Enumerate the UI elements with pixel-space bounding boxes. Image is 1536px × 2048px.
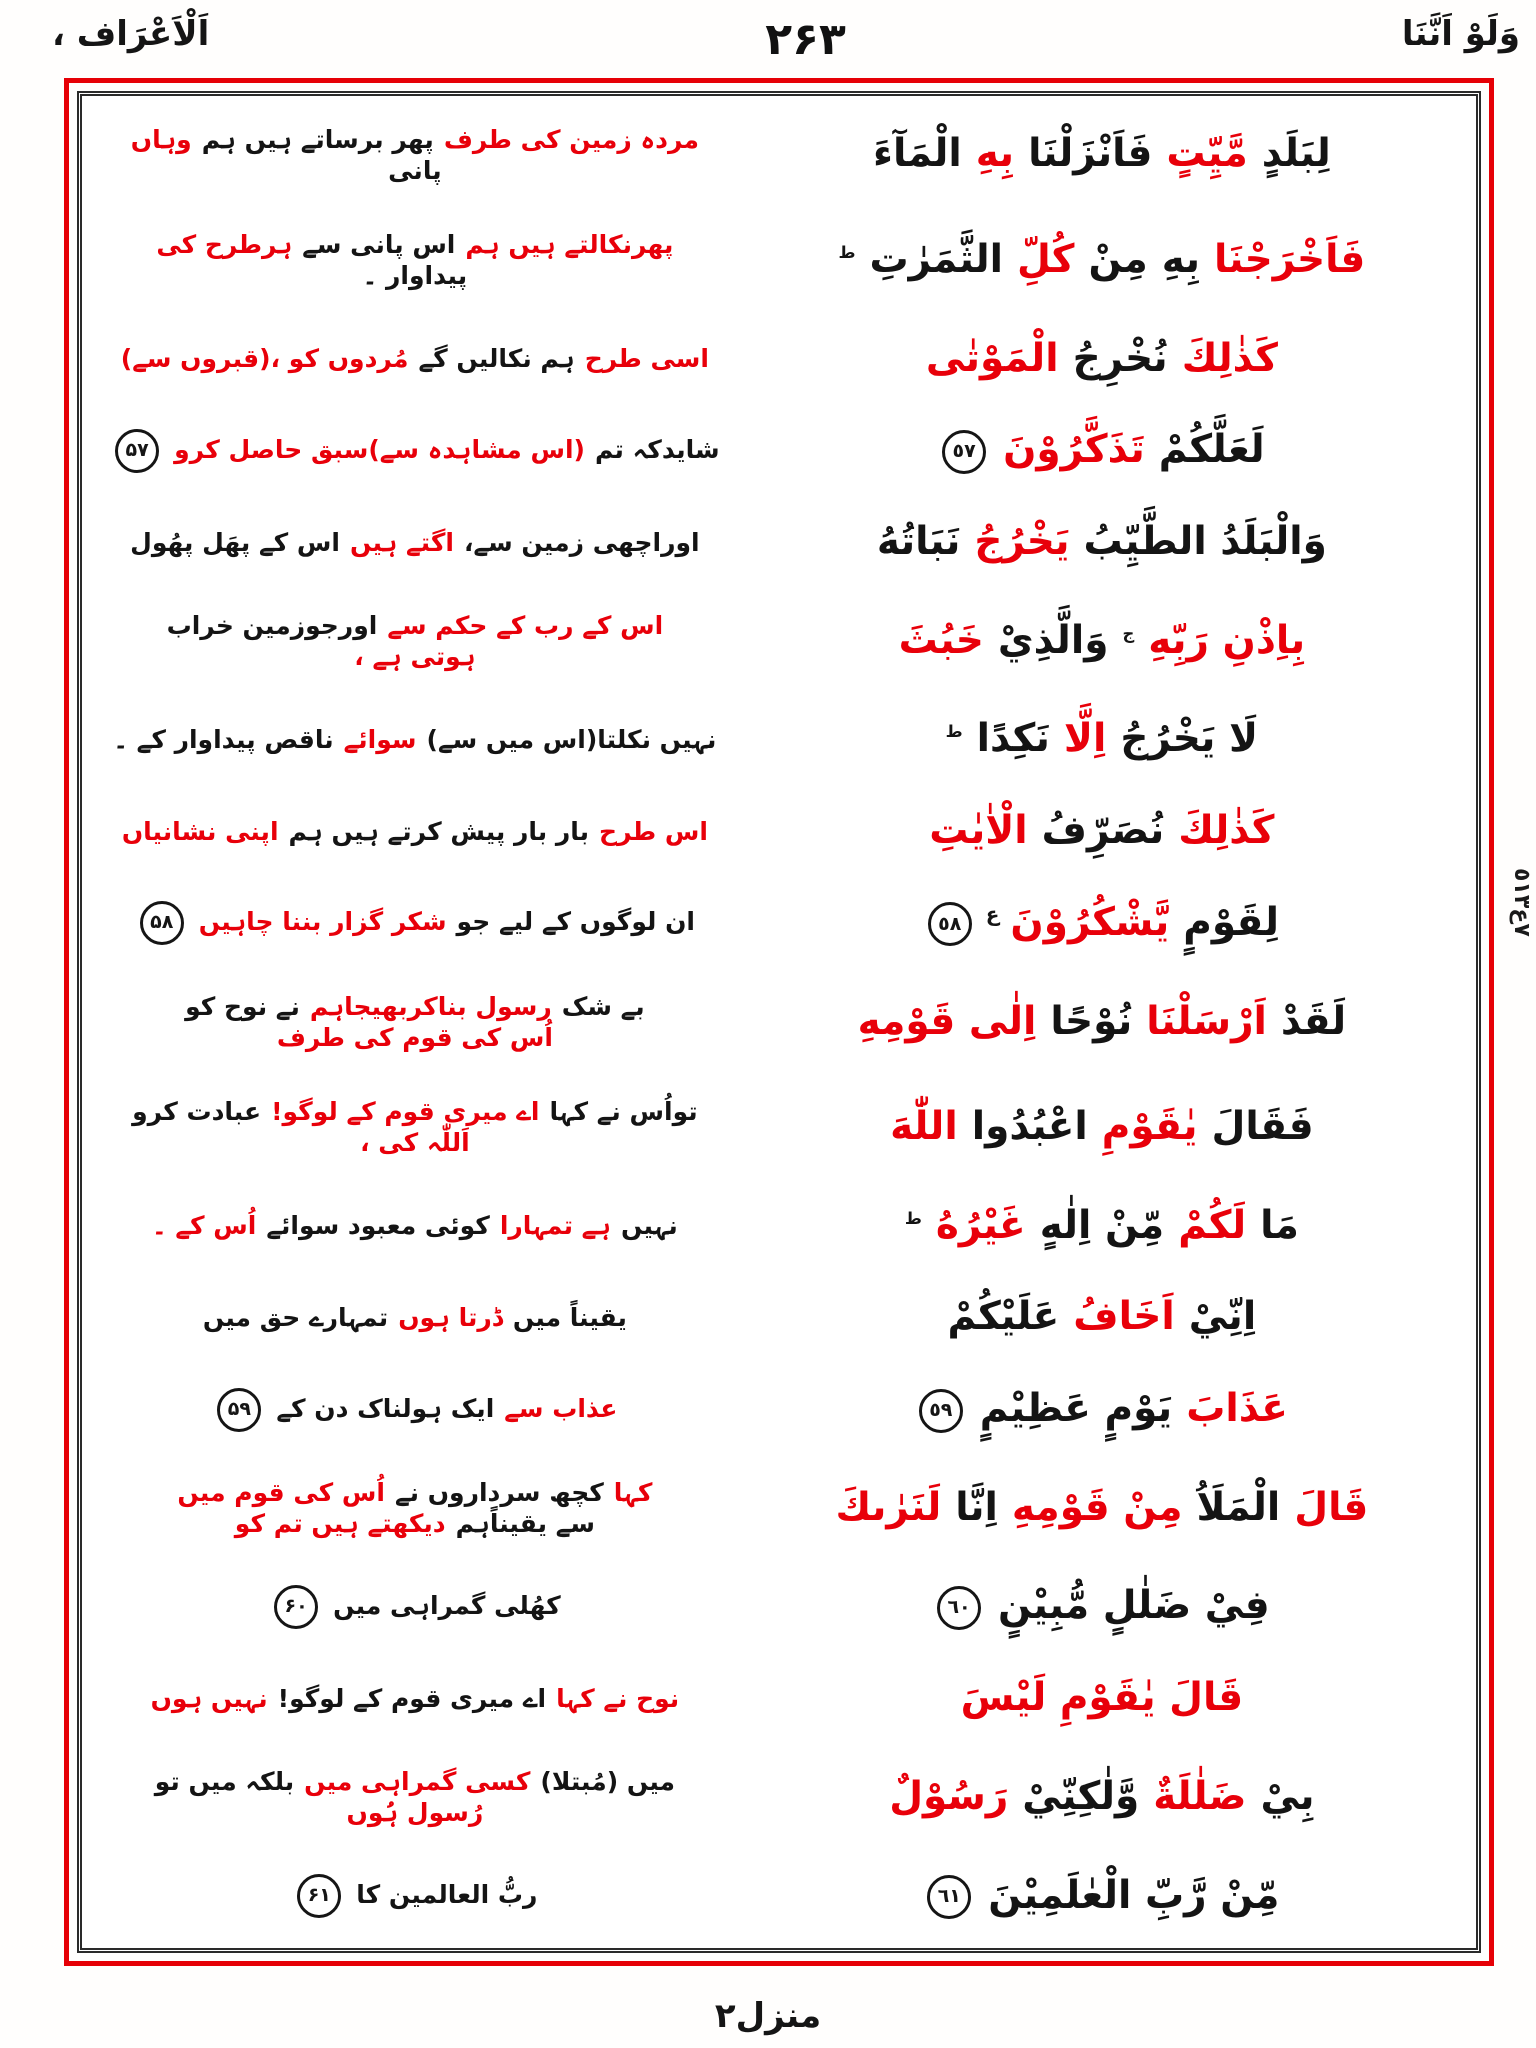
arabic-word-segment: لَقَدْ	[1280, 998, 1347, 1044]
arabic-word-segment: ط	[945, 722, 963, 742]
urdu-word-segment: اے میری قوم کے لوگو!	[271, 1097, 540, 1127]
urdu-word-segment: مردہ زمین کی طرف	[443, 124, 699, 154]
arabic-word-segment: الْمَوْتٰى	[925, 335, 1059, 381]
urdu-word-segment: (اس مشاہدہ سے)سبق حاصل کرو	[174, 434, 585, 464]
urdu-text-line-11	[92, 1096, 738, 1159]
urdu-word-segment: تمہارے حق میں	[202, 1303, 389, 1333]
arabic-word-segment: مِنْ	[1088, 236, 1148, 282]
arabic-text-line-5	[738, 518, 1466, 567]
urdu-word-segment: اوراچھی زمین سے،	[464, 527, 700, 557]
urdu-word-segment: پیداوار ۔	[362, 261, 468, 291]
urdu-text-line-12	[92, 1210, 738, 1241]
arabic-word-segment: لِبَلَدٍ	[1261, 131, 1331, 177]
arabic-word-segment: اِلٰى قَوْمِهِ	[857, 998, 1037, 1044]
urdu-word-segment: رُسول ہُوں	[346, 1798, 484, 1828]
urdu-text-line-16	[92, 1585, 738, 1629]
urdu-word-segment: اورجوزمین خراب	[166, 610, 378, 640]
urdu-word-segment: اُس کے ۔	[152, 1211, 257, 1241]
arabic-text-line-18	[738, 1773, 1466, 1822]
arabic-word-segment: عَلَيْكُمْ	[947, 1294, 1060, 1340]
verse-row-16	[92, 1582, 1466, 1631]
urdu-word-segment: عذاب سے	[504, 1393, 618, 1423]
urdu-word-segment: اُس کی قوم کی طرف	[276, 1022, 553, 1052]
arabic-word-segment: غَيْرُهُ	[935, 1202, 1026, 1248]
arabic-text-line-12	[738, 1202, 1466, 1251]
verse-number-circle: ٦١	[927, 1875, 971, 1919]
arabic-text-line-8	[738, 807, 1466, 856]
arabic-word-segment: مِنْ قَوْمِهِ	[1011, 1484, 1183, 1530]
arabic-word-segment: وَّلٰكِنِّيْ	[1022, 1773, 1140, 1819]
arabic-word-segment: لَعَلَّكُمْ	[1158, 427, 1265, 473]
arabic-word-segment: بِهِ	[975, 131, 1015, 177]
surah-name: اَلْاَعْرَاف ،	[52, 14, 210, 54]
verse-number-circle: ٥٧	[942, 430, 986, 474]
arabic-text-line-6	[738, 617, 1466, 666]
urdu-word-segment: کہا	[613, 1477, 653, 1507]
arabic-word-segment: يَّشْكُرُوْنَ	[1010, 899, 1170, 945]
page-header	[52, 14, 1520, 65]
verse-row-17	[92, 1674, 1466, 1723]
arabic-word-segment: لِقَوْمٍ	[1183, 899, 1279, 945]
arabic-text-line-7	[738, 715, 1466, 764]
verse-rows	[92, 102, 1466, 1942]
urdu-word-segment: نے نوح کو	[185, 991, 300, 1021]
urdu-text-line-5	[92, 527, 738, 558]
manzil-label: منزل۲	[714, 1996, 822, 2036]
urdu-text-line-4	[92, 429, 738, 473]
arabic-text-line-16	[738, 1582, 1466, 1631]
arabic-word-segment: كَذٰلِكَ	[1181, 335, 1278, 381]
urdu-word-segment: ایک ہولناک دن کے	[276, 1393, 495, 1423]
outer-red-border	[64, 78, 1494, 1966]
urdu-word-segment: اگتے ہیں	[349, 527, 454, 557]
arabic-word-segment: بِيْ	[1260, 1773, 1315, 1819]
urdu-word-segment: ہرطرح کی	[156, 230, 293, 260]
urdu-word-segment: پانی	[388, 155, 442, 185]
urdu-word-segment: اُس کی قوم میں	[177, 1477, 385, 1507]
arabic-word-segment: وَالْبَلَدُ الطَّيِّبُ	[1083, 519, 1327, 565]
arabic-word-segment: نَكِدًا	[976, 716, 1050, 762]
arabic-word-segment: ط	[904, 1208, 922, 1228]
arabic-word-segment: عَذَابَ	[1186, 1386, 1288, 1432]
urdu-word-segment: تواُس نے کہا	[549, 1097, 698, 1127]
urdu-text-line-8	[92, 816, 738, 847]
arabic-word-segment: ط	[838, 242, 856, 262]
arabic-word-segment: نُخْرِجُ	[1072, 335, 1168, 381]
urdu-word-segment: دیکھتے ہیں تم کو	[234, 1509, 446, 1539]
arabic-word-segment: فَاَنْزَلْنَا	[1028, 131, 1153, 177]
verse-row-10	[92, 991, 1466, 1054]
urdu-text-line-19	[92, 1874, 738, 1918]
urdu-word-segment: اے میری قوم کے لوگو!	[277, 1684, 547, 1713]
arabic-word-segment: ج	[1122, 623, 1135, 643]
arabic-word-segment: ضَلٰلَةٌ	[1153, 1773, 1247, 1819]
verse-row-4	[92, 426, 1466, 475]
arabic-word-segment: مِّنْ اِلٰهٍ	[1039, 1202, 1165, 1248]
urdu-text-line-10	[92, 991, 738, 1054]
verse-number-circle: ۶۱	[297, 1874, 341, 1918]
urdu-text-line-18	[92, 1766, 738, 1829]
urdu-text-line-6	[92, 610, 738, 673]
verse-number-circle: ۵۸	[140, 901, 184, 945]
arabic-text-line-14	[738, 1385, 1466, 1434]
urdu-word-segment: بے شک	[561, 991, 645, 1021]
arabic-word-segment: اللّٰهَ	[890, 1104, 958, 1150]
verse-row-5	[92, 518, 1466, 567]
urdu-word-segment: کچھ سرداروں نے	[394, 1477, 604, 1507]
arabic-word-segment: الْاٰيٰتِ	[929, 808, 1028, 854]
arabic-word-segment: كَذٰلِكَ	[1178, 808, 1275, 854]
arabic-word-segment: لَكُمْ	[1178, 1202, 1247, 1248]
verse-number-circle: ۵۹	[217, 1388, 261, 1432]
verse-row-7	[92, 715, 1466, 764]
urdu-word-segment: شایدکہ تم	[594, 434, 720, 464]
urdu-word-segment: رسول بناکربھیجاہم	[309, 991, 552, 1021]
arabic-text-line-3	[738, 335, 1466, 384]
urdu-word-segment: اپنی نشانیاں	[121, 816, 279, 846]
arabic-word-segment: مَا	[1260, 1202, 1299, 1248]
arabic-word-segment: اَرْسَلْنَا	[1146, 998, 1267, 1044]
urdu-text-line-17	[92, 1683, 738, 1714]
arabic-text-line-11	[738, 1103, 1466, 1152]
juz-name: وَلَوْ اَنَّنَا	[1401, 14, 1520, 54]
arabic-word-segment: قَالَ	[1294, 1484, 1369, 1530]
arabic-word-segment: اِلَّا	[1063, 716, 1107, 762]
urdu-text-line-14	[92, 1388, 738, 1432]
arabic-word-segment: مَّيِّتٍ	[1166, 131, 1248, 177]
inner-black-border	[77, 91, 1481, 1953]
urdu-word-segment: کسی گمراہی میں	[304, 1767, 531, 1797]
verse-number-circle: ۵۷	[115, 429, 159, 473]
arabic-word-segment: فَاَخْرَجْنَا	[1214, 236, 1366, 282]
arabic-word-segment: بِهِ	[1161, 236, 1201, 282]
arabic-word-segment: اعْبُدُوا	[971, 1104, 1088, 1150]
arabic-text-line-4	[738, 426, 1466, 475]
verse-row-3	[92, 335, 1466, 384]
verse-row-12	[92, 1202, 1466, 1251]
arabic-word-segment: وَالَّذِيْ	[997, 617, 1109, 663]
verse-row-13	[92, 1293, 1466, 1342]
urdu-text-line-13	[92, 1302, 738, 1333]
arabic-word-segment: الْمَآءَ	[873, 131, 962, 177]
arabic-text-line-15	[738, 1484, 1466, 1533]
arabic-word-segment: لَنَرٰىكَ	[835, 1484, 942, 1530]
arabic-word-segment: لَا يَخْرُجُ	[1120, 716, 1259, 762]
arabic-word-segment: اِنِّيْ	[1188, 1294, 1257, 1340]
urdu-word-segment: سے یقیناًہم	[455, 1509, 595, 1539]
arabic-word-segment: بِاِذْنِ رَبِّهِ	[1148, 617, 1306, 663]
verse-row-2	[92, 229, 1466, 292]
urdu-word-segment: نوح نے کہا	[556, 1684, 680, 1713]
arabic-word-segment: خَبُثَ	[898, 617, 984, 663]
urdu-word-segment: ناقص پیداوار کے ۔	[113, 725, 334, 755]
urdu-word-segment: اس طرح	[599, 816, 708, 846]
urdu-word-segment: بار بار پیش کرتے ہیں ہم	[288, 816, 590, 846]
arabic-text-line-9	[738, 899, 1466, 948]
arabic-text-line-10	[738, 998, 1466, 1047]
arabic-word-segment: يَوْمٍ عَظِيْمٍ	[979, 1386, 1173, 1432]
urdu-word-segment: نہیں	[620, 1211, 678, 1241]
urdu-word-segment: کوئی معبود سوائے	[266, 1211, 490, 1241]
urdu-word-segment: نہیں نکلتا(اس میں سے)	[426, 725, 717, 755]
verse-row-6	[92, 610, 1466, 673]
urdu-text-line-1	[92, 124, 738, 187]
urdu-word-segment: یقیناً میں	[512, 1303, 627, 1333]
arabic-text-line-17	[738, 1674, 1466, 1723]
arabic-word-segment: اِنَّا	[955, 1484, 998, 1530]
arabic-word-segment: تَذَكَّرُوْنَ	[1003, 427, 1145, 473]
arabic-word-segment: نُوْحًا	[1050, 998, 1133, 1044]
verse-row-9	[92, 899, 1466, 948]
arabic-word-segment: فَقَالَ	[1211, 1104, 1314, 1150]
urdu-text-line-15	[92, 1477, 738, 1540]
arabic-text-line-2	[738, 236, 1466, 285]
urdu-word-segment: ہے تمہارا	[499, 1211, 611, 1241]
urdu-word-segment: بلکہ میں تو	[154, 1767, 295, 1797]
urdu-word-segment: میں (مُبتلا)	[540, 1767, 676, 1797]
arabic-word-segment: اَخَافُ	[1073, 1294, 1175, 1340]
verse-number-circle: ۶۰	[274, 1585, 318, 1629]
urdu-word-segment: اس کے رب کے حکم سے	[387, 610, 664, 640]
urdu-word-segment: ان لوگوں کے لیے جو	[456, 907, 695, 937]
arabic-word-segment: الثَّمَرٰتِ	[869, 236, 1003, 282]
urdu-word-segment: پھرنکالتے ہیں ہم	[465, 230, 674, 260]
urdu-word-segment: اَللّٰہ کی ،	[360, 1128, 470, 1158]
urdu-word-segment: اسی طرح	[584, 344, 709, 374]
urdu-text-line-3	[92, 343, 738, 374]
urdu-word-segment: شکر گزار بننا چاہیں	[198, 907, 447, 937]
urdu-word-segment: اس پانی سے	[302, 230, 456, 260]
arabic-word-segment: يٰقَوْمِ	[1101, 1104, 1198, 1150]
ruku-mark: ع	[985, 901, 1000, 926]
urdu-text-line-7	[92, 724, 738, 755]
arabic-word-segment: مِّنْ رَّبِّ الْعٰلَمِيْنَ	[988, 1872, 1280, 1918]
urdu-text-line-2	[92, 229, 738, 292]
urdu-word-segment: مُردوں کو ،(قبروں سے)	[120, 344, 409, 374]
verse-row-1	[92, 124, 1466, 187]
urdu-word-segment: وہاں	[130, 124, 192, 154]
verse-number-circle: ٦٠	[937, 1586, 981, 1630]
verse-row-15	[92, 1477, 1466, 1540]
verse-row-18	[92, 1766, 1466, 1829]
verse-number-circle: ٥٨	[928, 902, 972, 946]
arabic-word-segment: يَخْرُجُ	[974, 519, 1070, 565]
urdu-word-segment: عبادت کرو	[132, 1097, 262, 1127]
arabic-text-line-1	[738, 130, 1466, 179]
arabic-word-segment: الْمَلَاُ	[1196, 1484, 1281, 1530]
urdu-word-segment: سوائے	[343, 725, 417, 755]
arabic-text-line-13	[738, 1293, 1466, 1342]
verse-number-circle: ٥٩	[919, 1389, 963, 1433]
verse-row-11	[92, 1096, 1466, 1159]
urdu-word-segment: ہوتی ہے ،	[354, 642, 476, 672]
arabic-word-segment: رَسُوْلٌ	[889, 1773, 1009, 1819]
urdu-word-segment: کھُلی گمراہی میں	[333, 1590, 561, 1620]
arabic-word-segment: فِيْ ضَلٰلٍ مُّبِيْنٍ	[998, 1583, 1270, 1629]
urdu-text-line-9	[92, 901, 738, 945]
urdu-word-segment: ربُّ العالمین کا	[356, 1879, 538, 1909]
verse-row-8	[92, 807, 1466, 856]
arabic-word-segment: نُصَرِّفُ	[1041, 808, 1165, 854]
urdu-word-segment: ہم نکالیں گے	[418, 344, 575, 374]
arabic-word-segment: نَبَاتُهُ	[876, 519, 961, 565]
verse-row-14	[92, 1385, 1466, 1434]
urdu-word-segment: نہیں ہوں	[150, 1684, 268, 1713]
ruku-margin-marker: ٧ع٥١٣	[1509, 868, 1534, 937]
urdu-word-segment: اس کے پھَل پھُول	[130, 527, 340, 557]
arabic-word-segment: قَالَ يٰقَوْمِ لَيْسَ	[960, 1675, 1244, 1721]
arabic-text-line-19	[738, 1872, 1466, 1921]
verse-row-19	[92, 1872, 1466, 1921]
urdu-word-segment: پھر برساتے ہیں ہم	[201, 124, 434, 154]
page-number: ۲۶۳	[765, 14, 846, 65]
arabic-word-segment: كُلِّ	[1017, 236, 1075, 282]
urdu-word-segment: ڈرتا ہوں	[398, 1303, 503, 1333]
